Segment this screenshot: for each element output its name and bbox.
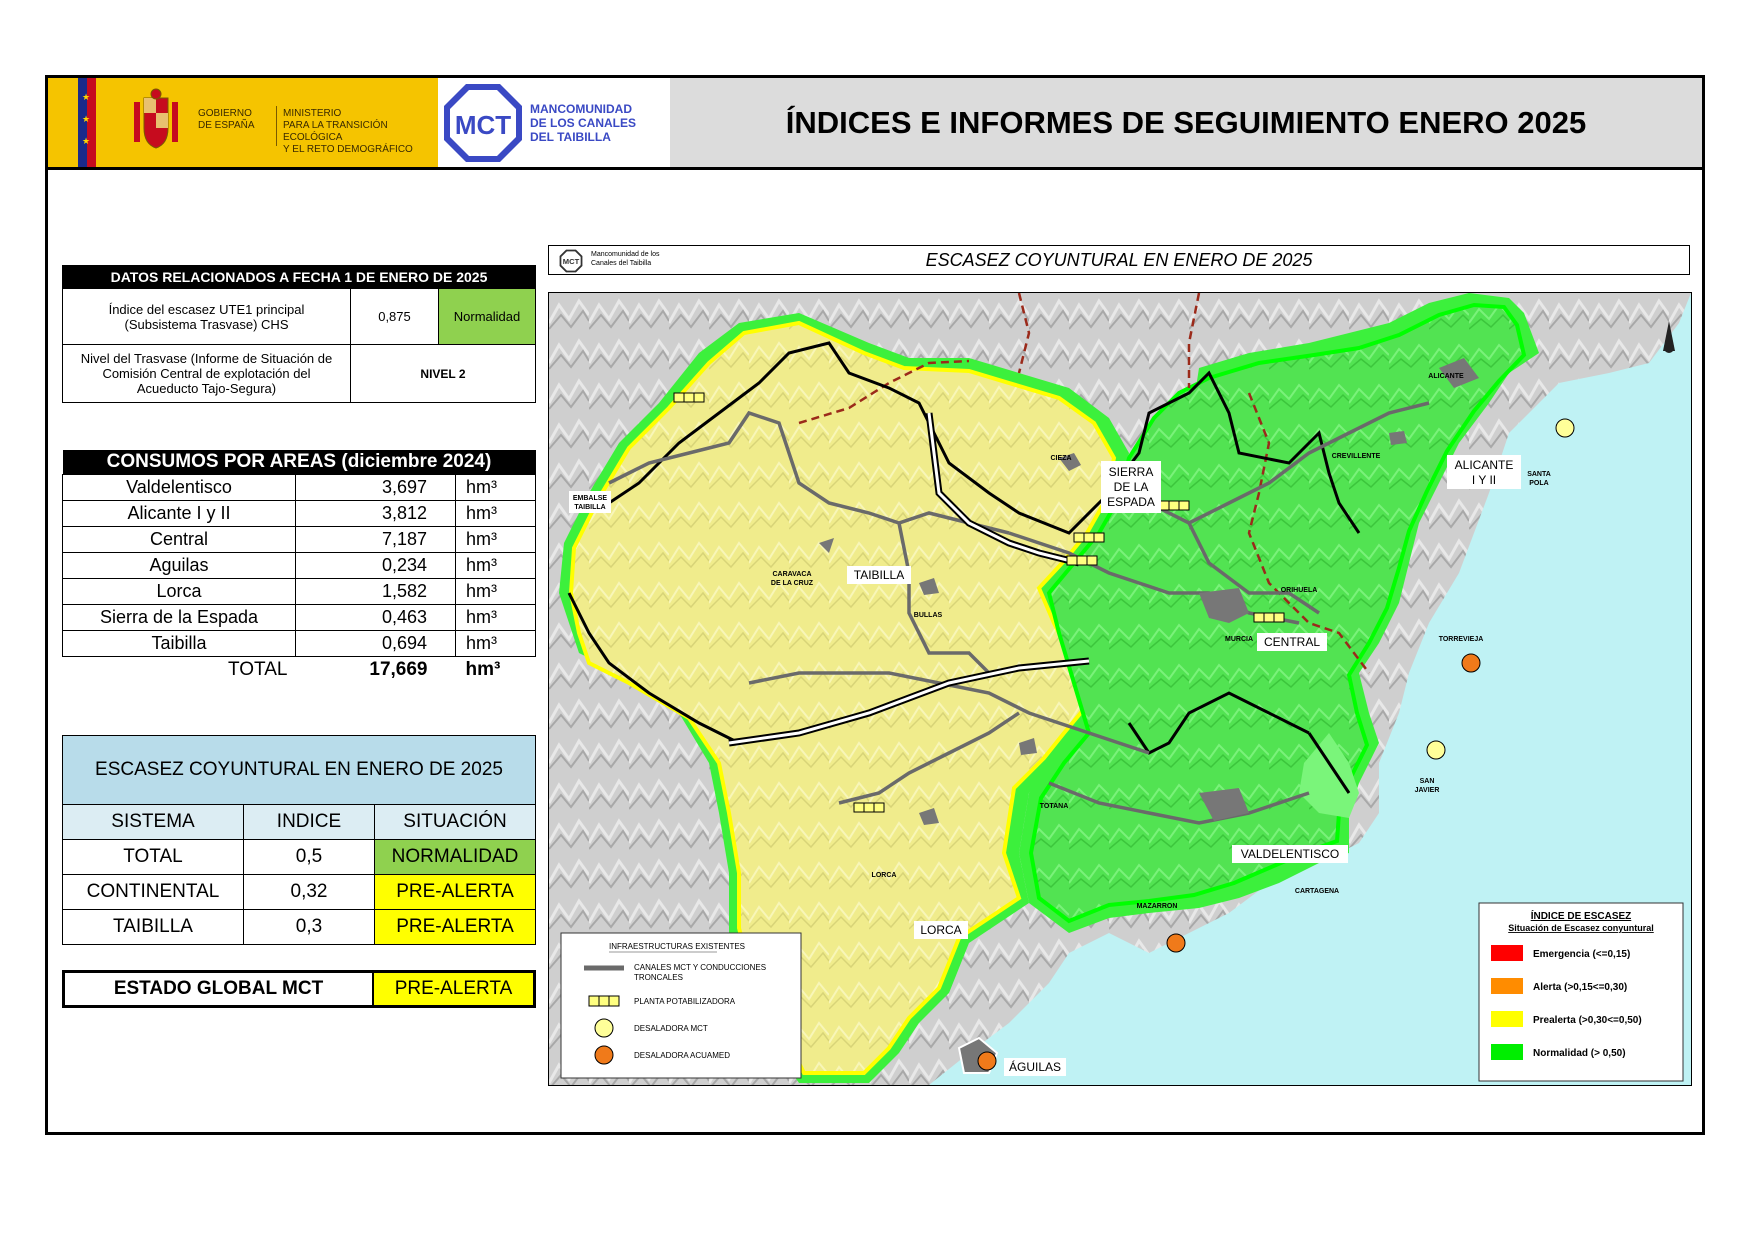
planta-potabilizadora-4 bbox=[1067, 556, 1097, 565]
legend-swatch bbox=[1491, 1011, 1523, 1027]
legend-swatch bbox=[1491, 1044, 1523, 1060]
consumo-area: Valdelentisco bbox=[63, 475, 296, 501]
town-lorca: LORCA bbox=[871, 872, 897, 879]
consumo-row bbox=[63, 527, 536, 553]
escasez-situacion: PRE-ALERTA bbox=[375, 875, 536, 910]
legend-swatch bbox=[1491, 978, 1523, 994]
consumo-value: 0,234 bbox=[296, 553, 456, 579]
legend-infra-title: INFRAESTRUCTURAS EXISTENTES bbox=[609, 942, 746, 951]
town-embalse-2: TAIBILLA bbox=[574, 504, 606, 511]
indice-label: Índice del escasez UTE1 principal (Subsistema Trasvase) CHS bbox=[63, 289, 351, 345]
desaladora-mct-alicante bbox=[1556, 419, 1574, 437]
consumo-area: Lorca bbox=[63, 579, 296, 605]
escasez-row bbox=[63, 875, 536, 910]
zone-label-taibilla: TAIBILLA bbox=[853, 568, 905, 582]
consumo-value: 1,582 bbox=[296, 579, 456, 605]
legend-planta: PLANTA POTABILIZADORA bbox=[634, 997, 736, 1006]
town-santa-pola-2: POLA bbox=[1529, 480, 1549, 487]
town-mazarron: MAZARRON bbox=[1136, 903, 1178, 910]
consumo-unit: hm³ bbox=[456, 501, 536, 527]
planta-potabilizadora-2 bbox=[1159, 501, 1189, 510]
consumo-row bbox=[63, 501, 536, 527]
zone-label-sierra-1: SIERRA bbox=[1108, 465, 1154, 479]
consumo-unit: hm³ bbox=[456, 605, 536, 631]
zone-label-sierra-3: ESPADA bbox=[1107, 495, 1155, 509]
town-san-javier-2: JAVIER bbox=[1414, 787, 1440, 794]
planta-potabilizadora-6 bbox=[854, 803, 884, 812]
svg-text:MCT: MCT bbox=[454, 110, 512, 140]
desaladora-acuamed-aguilas bbox=[978, 1052, 996, 1070]
svg-text:★: ★ bbox=[82, 114, 91, 124]
total-label: TOTAL bbox=[228, 658, 288, 680]
estado-value: PRE-ALERTA bbox=[373, 972, 535, 1007]
legend-planta-icon bbox=[589, 996, 619, 1006]
desaladora-acuamed-mazarron bbox=[1167, 934, 1185, 952]
escasez-sistema: CONTINENTAL bbox=[63, 875, 244, 910]
escasez-table bbox=[62, 735, 536, 945]
indice-status: Normalidad bbox=[439, 289, 536, 345]
consumo-area: Aguilas bbox=[63, 553, 296, 579]
consumo-row bbox=[63, 475, 536, 501]
zone-label-sierra-2: DE LA bbox=[1113, 480, 1149, 494]
escasez-sistema: TAIBILLA bbox=[63, 910, 244, 945]
svg-text:★: ★ bbox=[82, 92, 91, 102]
total-unit: hm³ bbox=[465, 658, 501, 680]
trasvase-label: Nivel del Trasvase (Informe de Situación de Comisión Central de explotación del Acueducto Tajo-Segura) bbox=[63, 345, 351, 403]
town-orihuela: ORIHUELA bbox=[1280, 587, 1318, 594]
escasez-indice: 0,32 bbox=[244, 875, 375, 910]
town-alicante: ALICANTE bbox=[1428, 373, 1464, 380]
consumos-title: CONSUMOS POR AREAS (diciembre 2024) bbox=[63, 450, 536, 475]
town-caravaca-1: CARAVACA bbox=[772, 571, 812, 578]
gobierno-text: GOBIERNO DE ESPAÑA bbox=[198, 108, 255, 131]
legend-swatch bbox=[1491, 945, 1523, 961]
trasvase-value: NIVEL 2 bbox=[351, 345, 536, 403]
planta-potabilizadora-3 bbox=[1074, 533, 1104, 542]
zone-label-alicante-2: I Y II bbox=[1471, 473, 1497, 487]
consumo-area: Alicante I y II bbox=[63, 501, 296, 527]
consumo-unit: hm³ bbox=[456, 553, 536, 579]
consumo-value: 3,697 bbox=[296, 475, 456, 501]
consumo-area: Sierra de la Espada bbox=[63, 605, 296, 631]
consumo-value: 3,812 bbox=[296, 501, 456, 527]
escasez-title: ESCASEZ COYUNTURAL EN ENERO DE 2025 bbox=[63, 736, 536, 805]
consumo-unit: hm³ bbox=[456, 475, 536, 501]
escasez-indice: 0,5 bbox=[244, 840, 375, 875]
zone-label-central: CENTRAL bbox=[1263, 635, 1321, 649]
planta-potabilizadora-1 bbox=[674, 393, 704, 402]
indice-value: 0,875 bbox=[351, 289, 439, 345]
svg-text:★: ★ bbox=[82, 136, 91, 146]
legend-desal-mct-icon bbox=[595, 1019, 613, 1037]
escasez-row bbox=[63, 910, 536, 945]
town-caravaca-2: DE LA CRUZ bbox=[770, 580, 814, 587]
town-cartagena: CARTAGENA bbox=[1294, 888, 1340, 895]
legend-item-label: Alerta (>0,15<=0,30) bbox=[1533, 982, 1628, 993]
consumo-unit: hm³ bbox=[456, 631, 536, 657]
desaladora-acuamed-torrevieja bbox=[1462, 654, 1480, 672]
consumos-total-row bbox=[63, 657, 536, 683]
col-indice: INDICE bbox=[244, 805, 375, 840]
consumo-row bbox=[63, 579, 536, 605]
zone-label-alicante-1: ALICANTE bbox=[1454, 458, 1514, 472]
legend-desal-acuamed: DESALADORA ACUAMED bbox=[634, 1051, 731, 1060]
consumo-value: 7,187 bbox=[296, 527, 456, 553]
legend-item-label: Prealerta (>0,30<=0,50) bbox=[1533, 1015, 1642, 1026]
zone-label-lorca: LORCA bbox=[920, 923, 962, 937]
legend-indice-title: ÍNDICE DE ESCASEZ bbox=[1530, 911, 1632, 922]
town-totana: TOTANA bbox=[1039, 803, 1069, 810]
planta-potabilizadora-5 bbox=[1254, 613, 1284, 622]
legend-item-label: Normalidad (> 0,50) bbox=[1533, 1048, 1626, 1059]
escasez-indice: 0,3 bbox=[244, 910, 375, 945]
town-embalse-1: EMBALSE bbox=[572, 495, 608, 502]
map-canvas bbox=[549, 293, 1691, 1085]
escasez-situacion: NORMALIDAD bbox=[375, 840, 536, 875]
zone-label-valdelentisco: VALDELENTISCO bbox=[1240, 847, 1340, 861]
escasez-map bbox=[548, 292, 1692, 1086]
page-title: ÍNDICES E INFORMES DE SEGUIMIENTO ENERO 2025 bbox=[670, 78, 1702, 167]
town-bullas: BULLAS bbox=[913, 612, 943, 619]
consumo-row bbox=[63, 605, 536, 631]
legend-indice-subtitle: Situación de Escasez conyuntural bbox=[1508, 923, 1654, 933]
consumo-row bbox=[63, 631, 536, 657]
legend-desal-acuamed-icon bbox=[595, 1046, 613, 1064]
escasez-row bbox=[63, 840, 536, 875]
consumo-value: 0,694 bbox=[296, 631, 456, 657]
consumos-table bbox=[62, 450, 536, 682]
datos-table bbox=[62, 265, 536, 403]
consumo-unit: hm³ bbox=[456, 579, 536, 605]
estado-label: ESTADO GLOBAL MCT bbox=[113, 978, 324, 999]
map-logo-text: Mancomunidad de los Canales del Taibilla bbox=[591, 251, 660, 267]
col-situacion: SITUACIÓN bbox=[375, 805, 536, 840]
ministerio-text: MINISTERIO PARA LA TRANSICIÓN ECOLÓGICA Y EL RETO DEMOGRÁFICO bbox=[283, 108, 413, 155]
consumo-value: 0,463 bbox=[296, 605, 456, 631]
consumo-area: Central bbox=[63, 527, 296, 553]
town-murcia: MURCIA bbox=[1225, 636, 1253, 643]
legend-desal-mct: DESALADORA MCT bbox=[634, 1024, 708, 1033]
col-sistema: SISTEMA bbox=[63, 805, 244, 840]
legend-indice-escasez bbox=[1479, 903, 1683, 1081]
town-cieza: CIEZA bbox=[1050, 455, 1072, 462]
town-san-javier-1: SAN bbox=[1419, 778, 1435, 785]
map-title: ESCASEZ COYUNTURAL EN ENERO DE 2025 bbox=[925, 250, 1313, 270]
svg-text:MCT: MCT bbox=[562, 257, 580, 267]
escasez-situacion: PRE-ALERTA bbox=[375, 910, 536, 945]
town-santa-pola-1: SANTA bbox=[1527, 471, 1551, 478]
santa-pola-urban bbox=[1389, 431, 1407, 445]
estado-table bbox=[62, 970, 536, 1008]
legend-item-label: Emergencia (<=0,15) bbox=[1533, 949, 1631, 960]
map-title-bar bbox=[548, 245, 1690, 275]
legend-infraestructuras bbox=[561, 933, 801, 1078]
total-value: 17,669 bbox=[369, 658, 428, 680]
datos-title: DATOS RELACIONADOS A FECHA 1 DE ENERO DE 2025 bbox=[63, 266, 536, 289]
zone-label-aguilas: ÁGUILAS bbox=[1008, 1060, 1062, 1074]
consumo-row bbox=[63, 553, 536, 579]
legend-canales-2: TRONCALES bbox=[634, 973, 683, 982]
escasez-sistema: TOTAL bbox=[63, 840, 244, 875]
consumo-area: Taibilla bbox=[63, 631, 296, 657]
consumo-unit: hm³ bbox=[456, 527, 536, 553]
town-crevillente: CREVILLENTE bbox=[1331, 453, 1381, 460]
desaladora-mct-san-javier bbox=[1427, 741, 1445, 759]
town-torrevieja: TORREVIEJA bbox=[1438, 636, 1484, 643]
legend-canales-1: CANALES MCT Y CONDUCCIONES bbox=[634, 963, 767, 972]
mancomunidad-text: MANCOMUNIDAD DE LOS CANALES DEL TAIBILLA bbox=[530, 102, 637, 144]
